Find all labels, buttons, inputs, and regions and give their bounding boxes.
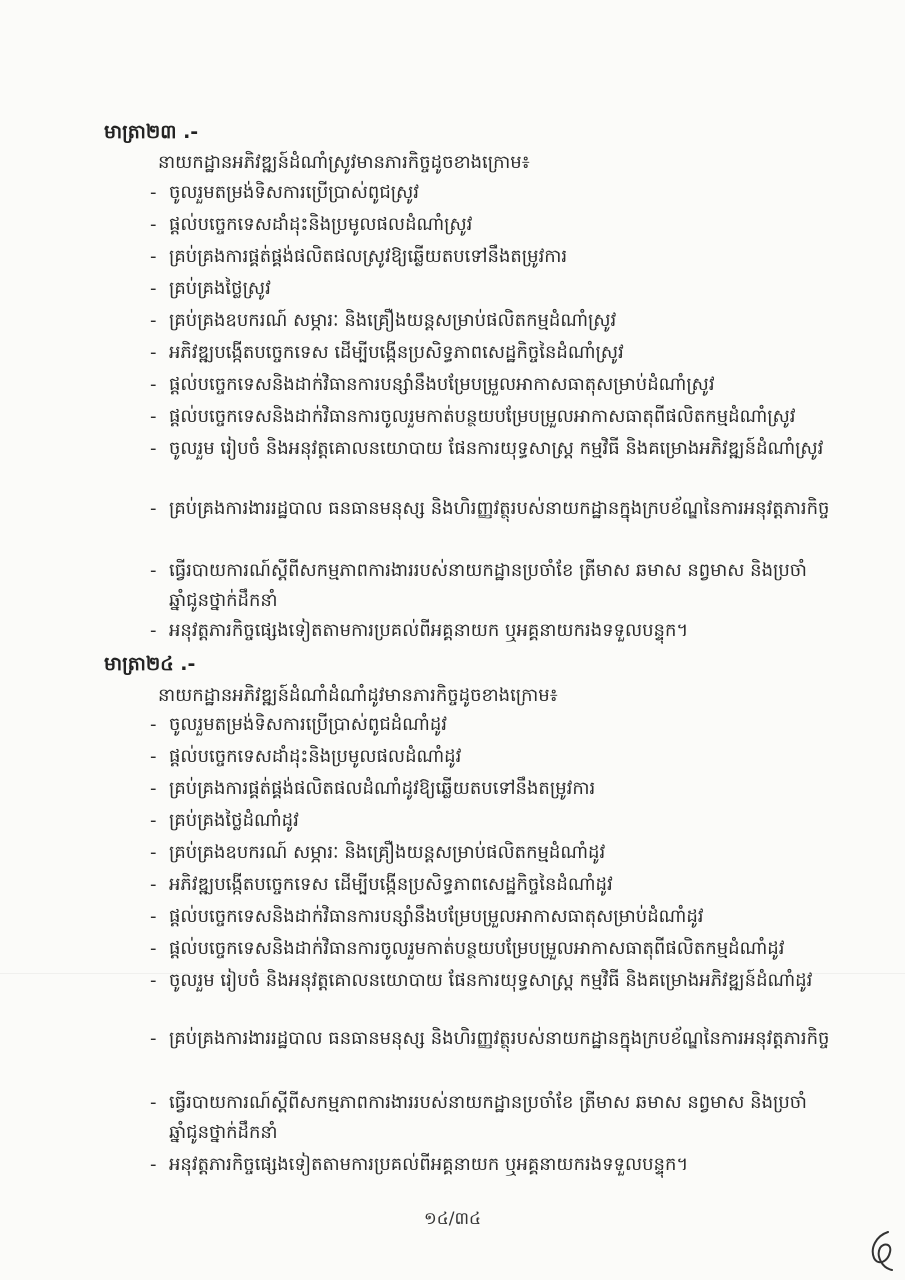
scan-artifact-line [0,973,905,974]
list-item [150,556,840,616]
article-24-heading: មាត្រា២៤ .- [104,653,196,675]
list-item [150,178,840,208]
list-item-text: ចូលរួមតម្រង់ទិសការប្រើប្រាស់ពូជដំណាំដូវ [169,714,447,735]
bullet-dash: - [150,406,157,427]
list-item-text: ផ្តល់បច្ចេកទេសដាំដុះនិងប្រមូលផលដំណាំដូវ [169,746,462,767]
page-number: ១៤/៣៤ [423,1209,482,1229]
bullet-dash: - [150,938,157,959]
list-item [150,1088,840,1148]
bullet-dash: - [150,438,157,459]
bullet-dash: - [150,906,157,927]
list-item [150,902,840,932]
bullet-dash: - [150,278,157,299]
bullet-dash: - [150,246,157,267]
list-item [150,242,840,272]
bullet-dash: - [150,342,157,363]
bullet-dash: - [150,874,157,895]
bullet-dash: - [150,374,157,395]
list-item [150,774,840,804]
list-item-text: អនុវត្តភារកិច្ចផ្សេងទៀតតាមការប្រគល់ពីអគ្គនាយក ឬអគ្គនាយករងទទួលបន្ទុក។ [169,1154,689,1175]
bullet-dash: - [150,842,157,863]
list-item [150,370,840,400]
list-item [150,934,840,964]
signature-icon [866,1228,896,1272]
list-item-text: គ្រប់គ្រងការផ្គត់ផ្គង់ផលិតផលដំណាំដូវឱ្យឆ្លើយតបទៅនឹងតម្រូវការ [169,778,596,799]
list-item [150,616,840,646]
list-item-text: គ្រប់គ្រងថ្លៃដំណាំដូវ [169,810,299,831]
bullet-dash: - [150,778,157,799]
list-item-text: អភិវឌ្ឍបង្កើតបច្ចេកទេស ដើម្បីបង្កើនប្រសិទ្ធភាពសេដ្ឋកិច្ចនៃដំណាំស្រូវ [169,342,624,363]
list-item-text: អភិវឌ្ឍបង្កើតបច្ចេកទេស ដើម្បីបង្កើនប្រសិទ្ធភាពសេដ្ឋកិច្ចនៃដំណាំដូវ [169,874,613,895]
list-item-text: គ្រប់គ្រងការផ្គត់ផ្គង់ផលិតផលស្រូវឱ្យឆ្លើយតបទៅនឹងតម្រូវការ [169,246,568,267]
bullet-dash: - [150,714,157,735]
list-item [150,1024,840,1054]
list-item [150,806,840,836]
bullet-dash: - [150,310,157,331]
bullet-dash: - [150,620,157,641]
list-item [150,966,840,996]
list-item-text: គ្រប់គ្រងថ្លៃស្រូវ [169,278,271,299]
list-item-text: គ្រប់គ្រងឧបករណ៍ សម្ភារៈ និងគ្រឿងយន្តសម្រាប់ផលិតកម្មដំណាំស្រូវ [169,310,617,331]
list-item-text: គ្រប់គ្រងការងាររដ្ឋបាល ធនធានមនុស្ស និងហិរញ្ញវត្ថុរបស់នាយកដ្ឋានក្នុងក្របខ័ណ្ឌនៃការអនុវត្តភារកិច្ច [169,498,830,519]
list-item-text: ផ្តល់បច្ចេកទេសនិងដាក់វិធានការចូលរួមកាត់បន្ថយបម្រែបម្រួលអាកាសធាតុពីផលិតកម្មដំណាំដូវ [169,938,785,959]
article-24-intro: នាយកដ្ឋានអភិវឌ្ឍន៍ដំណាំដំណាំដូវមានភារកិច្ចដូចខាងក្រោម៖ [158,685,558,706]
list-item-text: ផ្តល់បច្ចេកទេសនិងដាក់វិធានការបន្សាំនឹងបម្រែបម្រួលអាកាសធាតុសម្រាប់ដំណាំស្រូវ [169,374,715,395]
list-item-text: ចូលរួម រៀបចំ និងអនុវត្តគោលនយោបាយ ផែនការយុទ្ធសាស្ត្រ កម្មវិធី និងគម្រោងអភិវឌ្ឍន៍ដំណាំដូវ [169,970,813,991]
list-item [150,838,840,868]
bullet-dash: - [150,498,157,519]
list-item [150,710,840,740]
list-item-text: គ្រប់គ្រងការងាររដ្ឋបាល ធនធានមនុស្ស និងហិរញ្ញវត្ថុរបស់នាយកដ្ឋានក្នុងក្របខ័ណ្ឌនៃការអនុវត្តភារកិច្ច [169,1028,830,1049]
list-item-text: ចូលរួម រៀបចំ និងអនុវត្តគោលនយោបាយ ផែនការយុទ្ធសាស្ត្រ កម្មវិធី និងគម្រោងអភិវឌ្ឍន៍ដំណាំស្រូវ [169,438,824,459]
list-item [150,742,840,772]
article-23-intro: នាយកដ្ឋានអភិវឌ្ឍន៍ដំណាំស្រូវមានភារកិច្ចដូចខាងក្រោម៖ [158,152,530,173]
list-item [150,210,840,240]
list-item-text: ផ្តល់បច្ចេកទេសដាំដុះនិងប្រមូលផលដំណាំស្រូវ [169,214,473,235]
list-item-text: អនុវត្តភារកិច្ចផ្សេងទៀតតាមការប្រគល់ពីអគ្គនាយក ឬអគ្គនាយករងទទួលបន្ទុក។ [169,620,689,641]
bullet-dash: - [150,560,157,581]
list-item [150,494,840,524]
list-item [150,1150,840,1180]
list-item [150,338,840,368]
list-item [150,274,840,304]
bullet-dash: - [150,970,157,991]
article-23-heading: មាត្រា២៣ .- [104,121,199,143]
list-item [150,306,840,336]
bullet-dash: - [150,182,157,203]
bullet-dash: - [150,214,157,235]
list-item [150,870,840,900]
bullet-dash: - [150,746,157,767]
list-item-text: ចូលរួមតម្រង់ទិសការប្រើប្រាស់ពូជស្រូវ [169,182,419,203]
list-item-text: ផ្តល់បច្ចេកទេសនិងដាក់វិធានការបន្សាំនឹងបម្រែបម្រួលអាកាសធាតុសម្រាប់ដំណាំដូវ [169,906,704,927]
list-item [150,434,840,464]
list-item-text: ផ្តល់បច្ចេកទេសនិងដាក់វិធានការចូលរួមកាត់បន្ថយបម្រែបម្រួលអាកាសធាតុពីផលិតកម្មដំណាំស្រូវ [169,406,796,427]
bullet-dash: - [150,1028,157,1049]
list-item-text: ធ្វើរបាយការណ៍ស្តីពីសកម្មភាពការងាររបស់នាយកដ្ឋានប្រចាំខែ ត្រីមាស ឆមាស នព្វមាស និងប្រចាំឆ្នាំជូនថ្នាក់ដឹកនាំ [169,1092,807,1143]
bullet-dash: - [150,1154,157,1175]
list-item-text: ធ្វើរបាយការណ៍ស្តីពីសកម្មភាពការងាររបស់នាយកដ្ឋានប្រចាំខែ ត្រីមាស ឆមាស នព្វមាស និងប្រចាំឆ្នាំជូនថ្នាក់ដឹកនាំ [169,560,807,611]
bullet-dash: - [150,1092,157,1113]
bullet-dash: - [150,810,157,831]
list-item [150,402,840,432]
list-item-text: គ្រប់គ្រងឧបករណ៍ សម្ភារៈ និងគ្រឿងយន្តសម្រាប់ផលិតកម្មដំណាំដូវ [169,842,606,863]
